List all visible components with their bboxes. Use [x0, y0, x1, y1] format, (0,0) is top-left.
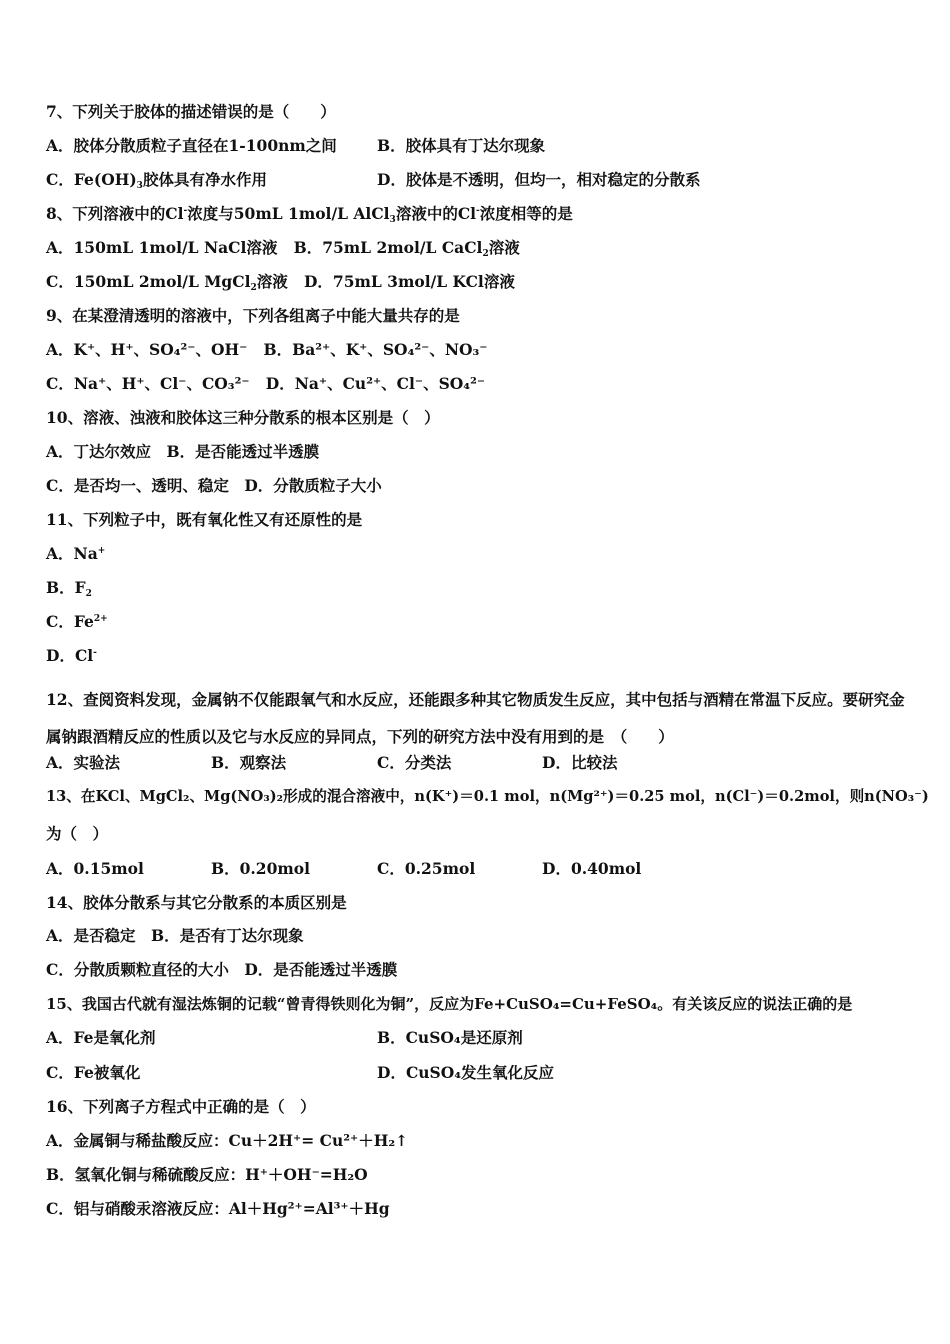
question-16-option-a: A．金属铜与稀盐酸反应：Cu＋2H⁺= Cu²⁺＋H₂↑ [46, 1131, 409, 1150]
question-8-stem: 8、下列溶液中的Cl-浓度与50mL 1mol/L AlCl$_3$溶液中的Cl-浓度相等的是 [46, 204, 573, 225]
question-10-options-ab: A．丁达尔效应 B．是否能透过半透膜 [46, 442, 320, 461]
question-12-option-d: D．比较法 [542, 753, 618, 772]
question-16-stem: 16、下列离子方程式中正确的是（ ） [46, 1097, 316, 1116]
question-15-stem: 15、我国古代就有湿法炼铜的记载“曾青得铁则化为铜”，反应为Fe+CuSO₄=Cu+FeSO₄。有关该反应的说法正确的是 [46, 995, 853, 1013]
question-13-option-a: A．0.15mol [46, 859, 144, 878]
question-15-option-c: C．Fe被氧化 [46, 1063, 141, 1082]
question-7-option-b: B．胶体具有丁达尔现象 [377, 136, 546, 155]
question-7-option-a: A．胶体分散质粒子直径在1-100nm之间 [46, 136, 337, 155]
question-13-stem-line2: 为（ ） [46, 824, 109, 843]
question-9-options-ab: A．K⁺、H⁺、SO₄²⁻、OH⁻ B．Ba²⁺、K⁺、SO₄²⁻、NO₃⁻ [46, 340, 488, 359]
question-11-option-b: B．$F_2$ [46, 578, 92, 599]
question-14-options-ab: A．是否稳定 B．是否有丁达尔现象 [46, 926, 304, 945]
question-9-options-cd: C．Na⁺、H⁺、Cl⁻、CO₃²⁻ D．Na⁺、Cu²⁺、Cl⁻、SO₄²⁻ [46, 374, 486, 393]
question-13-stem-line1: 13、在KCl、MgCl₂、Mg(NO₃)₂形成的混合溶液中，n(K⁺)＝0.1 mol，n(Mg²⁺)＝0.25 mol，n(Cl⁻)＝0.2mol，则n(NO₃⁻) [46, 788, 929, 805]
question-13-option-b: B．0.20mol [211, 859, 310, 878]
question-13-option-d: D．0.40mol [542, 859, 642, 878]
question-8-options-ab: A．150mL 1mol/L NaCl溶液 B．75mL 2mol/L CaCl$_2$溶液 [46, 238, 520, 259]
question-14-stem: 14、胶体分散系与其它分散系的本质区别是 [46, 893, 347, 912]
question-12-stem: 12、查阅资料发现，金属钠不仅能跟氧气和水反应，还能跟多种其它物质发生反应，其中包括与酒精在常温下反应。要研究金属钠跟酒精反应的性质以及它与水反应的异同点，下列的研究方法中没有用到的是 （ ） [46, 690, 905, 746]
question-7-option-d: D．胶体是不透明，但均一，相对稳定的分散系 [377, 170, 701, 189]
question-12-option-b: B．观察法 [211, 753, 287, 772]
question-15-option-a: A．Fe是氧化剂 [46, 1028, 156, 1047]
question-7-option-c: C．$Fe(OH)_3$胶体具有净水作用 [46, 170, 267, 191]
question-11-option-d: D．Cl- [46, 646, 97, 665]
question-15-option-d: D．CuSO₄发生氧化反应 [377, 1063, 555, 1082]
question-10-stem: 10、溶液、浊液和胶体这三种分散系的根本区别是（ ） [46, 408, 440, 427]
question-7-stem: 7、下列关于胶体的描述错误的是（ ） [46, 102, 336, 121]
question-13-option-c: C．0.25mol [377, 859, 476, 878]
question-9-stem: 9、在某澄清透明的溶液中，下列各组离子中能大量共存的是 [46, 306, 460, 325]
question-11-stem: 11、下列粒子中，既有氧化性又有还原性的是 [46, 510, 363, 529]
question-15-option-b: B．CuSO₄是还原剂 [377, 1028, 523, 1047]
question-12-option-c: C．分类法 [377, 753, 452, 772]
question-11-option-a: A．Na+ [46, 544, 106, 563]
question-12-option-a: A．实验法 [46, 753, 121, 772]
question-16-option-c: C．铝与硝酸汞溶液反应：Al＋Hg²⁺=Al³⁺＋Hg [46, 1199, 390, 1218]
question-16-option-b: B．氢氧化铜与稀硫酸反应：H⁺＋OH⁻=H₂O [46, 1165, 368, 1184]
question-8-options-cd: C．150mL 2mol/L MgCl$_2$溶液 D．75mL 3mol/L KCl溶液 [46, 272, 515, 293]
question-14-options-cd: C．分散质颗粒直径的大小 D．是否能透过半透膜 [46, 960, 398, 979]
question-11-option-c: C．$Fe^{2+}$ [46, 612, 108, 631]
question-10-options-cd: C．是否均一、透明、稳定 D．分散质粒子大小 [46, 476, 382, 495]
